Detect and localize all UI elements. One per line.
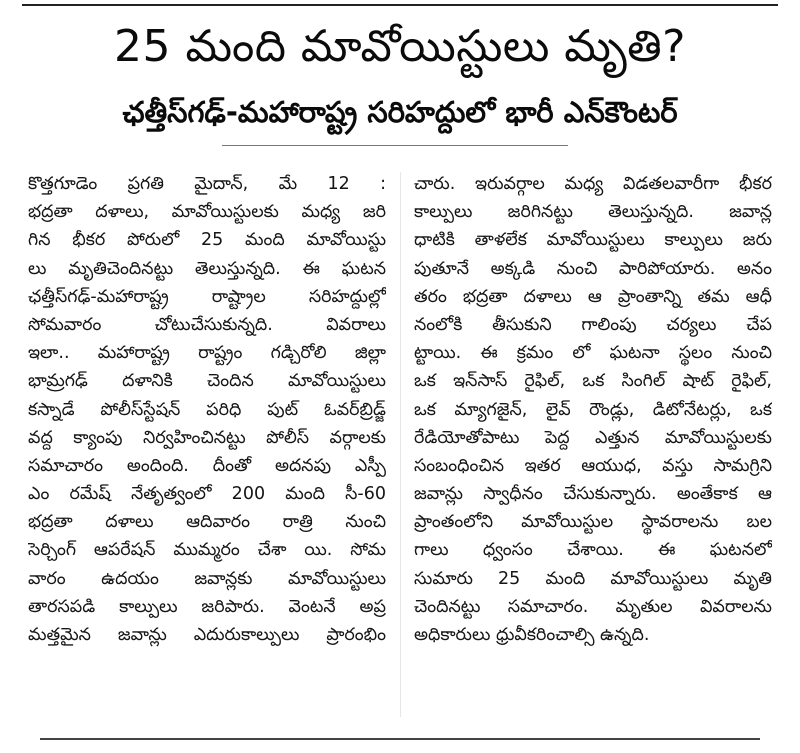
text-line: కొత్తగూడెం ప్రగతి మైదాన్, మే 12 : [28,174,386,194]
text-line: లు మృతిచెందినట్టు తెలుస్తున్నది. ఈ ఘటన [28,258,386,279]
text-line: గిన భీకర పోరులో 25 మంది మావోయిస్టు [28,230,386,251]
text-line: సమాచారం అందింది. దీంతో అదనపు ఎస్పీ [28,455,386,476]
text-line: భద్రతా దళాలు, మావోయిస్టులకు మధ్య జరి [28,202,386,223]
text-line: ధాటికి తాళలేక మావోయిస్టులు కాల్పులు జరు [414,230,772,251]
text-line: సోమవారం చోటుచేసుకున్నది. వివరాలు [28,314,386,335]
top-rule [22,4,778,6]
subheadline: ఛత్తీస్‌గఢ్-మహారాష్ట్ర సరిహద్దులో భారీ ఎన్‌కౌంటర్ [122,95,678,129]
text-line: వద్ద క్యాంపు నిర్వహించినట్టు పోలీస్ వర్గాలకు [28,427,386,448]
text-line: సుమారు 25 మంది మావోయిస్టులు మృతి [414,568,772,589]
text-line: భామ్రగఢ్ దళానికి చెందిన మావోయిస్టులు [28,371,386,392]
text-line: వారం ఉదయం జవాన్లకు మావోయిస్టులు [28,568,386,589]
headline: 25 మంది మావోయిస్టులు మృతి? [114,21,686,72]
text-line: ఒక మ్యాగజైన్, లైవ్ రౌండ్లు, డిటోనేటర్లు, ఒక [414,399,772,420]
text-line: జవాన్లు స్వాధీనం చేసుకున్నారు. అంతేకాక ఆ [414,484,772,505]
text-line: అధికారులు ధ్రువీకరించాల్సి ఉన్నది. [414,625,650,645]
text-line: తారసపడి కాల్పులు జరిపారు. వెంటనే అప్ర [28,596,386,617]
text-line: ఎం రమేష్ నేతృత్వంలో 200 మంది సీ-60 [28,484,386,505]
text-line: తరం భద్రతా దళాలు ఆ ప్రాంతాన్ని తమ ఆధీ [414,286,772,307]
text-line: గాలు ధ్వంసం చేశాయి. ఈ ఘటనలో [414,540,772,561]
text-line: కాల్పులు జరిగినట్టు తెలుస్తున్నది. జవాన్ల [414,202,772,223]
text-line: ఇలా.. మహారాష్ట్ర రాష్ట్రం గడ్చిరోలి జిల్లా [28,343,386,364]
text-line: ట్టాయి. ఈ క్రమం లో ఘటనా స్థలం నుంచి [414,343,772,364]
text-line: రేడియోతోపాటు పెద్ద ఎత్తున మావోయిస్టులకు [414,427,772,448]
text-line: కస్నాడే పోలీస్‌స్టేషన్ పరిధి పుట్ ఓవర్‌బ్రిడ్జ్ [28,399,386,420]
bottom-rule [40,738,760,740]
subheadline-underline [222,145,568,146]
right-column [414,170,772,649]
text-line: సంబంధించిన ఇతర ఆయుధ, వస్తు సామగ్రిని [414,455,772,476]
text-line: భద్రతా దళాలు ఆదివారం రాత్రి నుంచి [28,512,386,533]
text-line: మత్తమైన జవాన్లు ఎదురుకాల్పులు ప్రారంభిం [28,625,386,645]
text-line: ఒక ఇన్‌సాస్ రైఫిల్, ఒక సింగిల్ షాట్ రైఫిల్, [414,371,772,392]
text-line: చారు. ఇరువర్గాల మధ్య విడతలవారీగా భీకర [414,174,772,194]
text-line: ఛత్తీస్‌గఢ్-మహారాష్ట్ర రాష్ట్రాల సరిహద్దుల్లో [28,286,386,307]
text-line: చెందినట్టు సమాచారం. మృతుల వివరాలను [414,596,772,617]
text-line: పుతూనే అక్కడి నుంచి పారిపోయారు. అనం [414,258,772,279]
text-line: సెర్చింగ్ ఆపరేషన్ ముమ్మరం చేశా యి. సోమ [28,540,386,561]
text-line: నంలోకి తీసుకుని గాలింపు చర్యలు చేప [414,314,772,335]
column-divider [400,172,401,717]
text-line: ప్రాంతంలోని మావోయిస్టుల స్థావరాలను బల [414,512,772,533]
left-column [28,170,386,649]
